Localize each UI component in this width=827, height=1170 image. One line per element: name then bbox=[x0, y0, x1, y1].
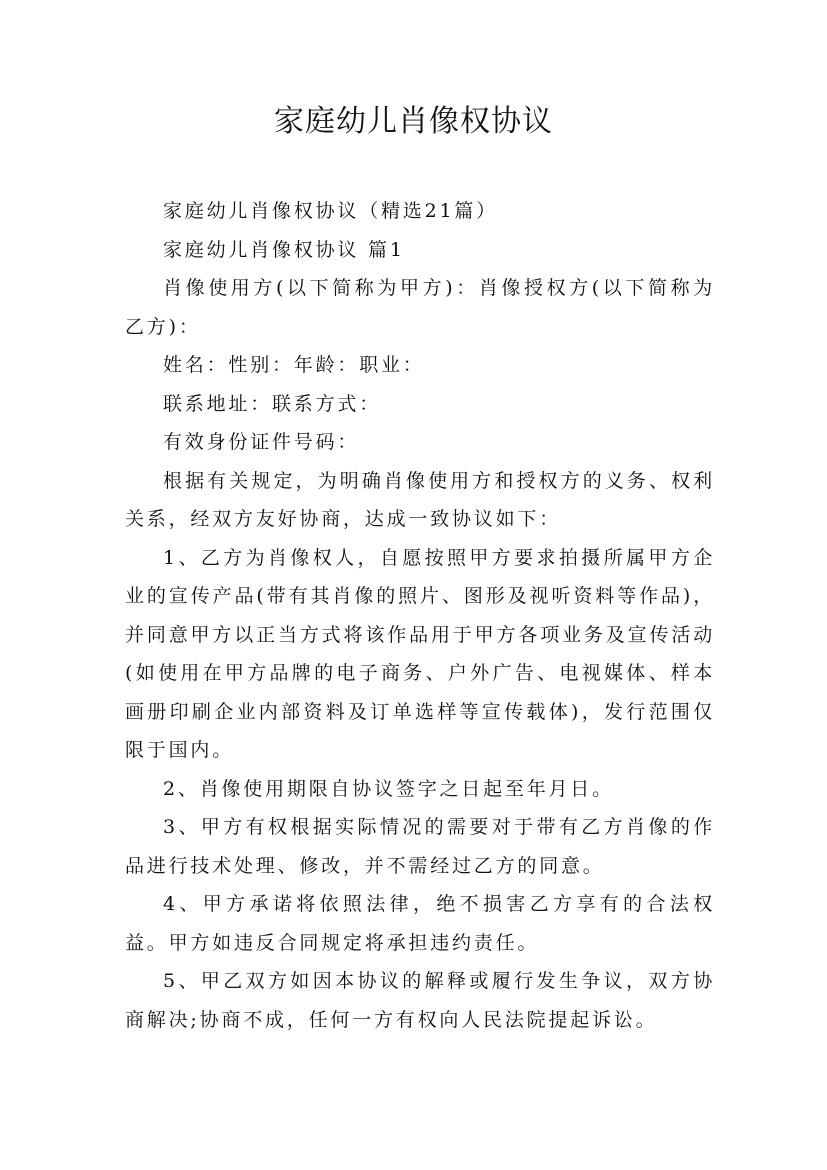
paragraph-clause-3: 3、甲方有权根据实际情况的需要对于带有乙方肖像的作品进行技术处理、修改，并不需经过乙方的同意。 bbox=[125, 816, 715, 877]
document-body bbox=[125, 192, 715, 1039]
paragraph-id-number: 有效身份证件号码： bbox=[163, 431, 360, 453]
paragraph-subtitle: 家庭幼儿肖像权协议（精选21篇） bbox=[163, 200, 498, 222]
paragraph-parties: 肖像使用方(以下简称为甲方)：肖像授权方(以下简称为乙方)： bbox=[125, 277, 715, 338]
paragraph-clause-1: 1、乙方为肖像权人，自愿按照甲方要求拍摄所属甲方企业的宣传产品(带有其肖像的照片、图形及视听资料等作品)，并同意甲方以正当方式将该作品用于甲方各项业务及宣传活动(如使用在甲方品牌的电子商务、户外广告、电视媒体、样本画册印刷企业内部资料及订单选样等宣传载体)，发行范围仅限于国内。 bbox=[125, 546, 715, 761]
paragraph-clause-2: 2、肖像使用期限自协议签字之日起至年月日。 bbox=[163, 777, 614, 800]
paragraph-section-heading: 家庭幼儿肖像权协议 篇1 bbox=[163, 238, 405, 261]
paragraph-clause-5: 5、甲乙双方如因本协议的解释或履行发生争议，双方协商解决;协商不成，任何一方有权向人民法院提起诉讼。 bbox=[125, 970, 715, 1031]
paragraph-intro: 根据有关规定，为明确肖像使用方和授权方的义务、权利关系，经双方友好协商，达成一致协议如下： bbox=[125, 469, 715, 530]
paragraph-clause-4: 4、甲方承诺将依照法律，绝不损害乙方享有的合法权益。甲方如违反合同规定将承担违约责任。 bbox=[125, 893, 715, 954]
paragraph-personal-info: 姓名：性别：年龄：职业： bbox=[163, 354, 425, 376]
paragraph-contact-info: 联系地址：联系方式： bbox=[163, 392, 382, 415]
document-title: 家庭幼儿肖像权协议 bbox=[274, 104, 553, 139]
